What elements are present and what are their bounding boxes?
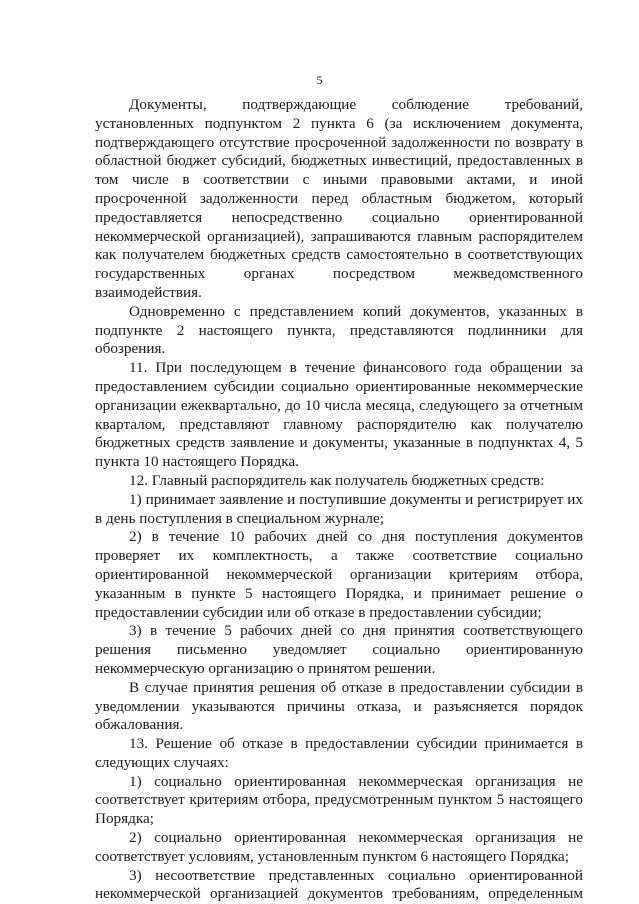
paragraph: 1) социально ориентированная некоммерческая организация не соответствует критериям отбора, предусмотренным пунктом 5 настоящего Порядка; <box>95 772 583 828</box>
document-body <box>95 96 583 904</box>
paragraph: 12. Главный распорядитель как получатель бюджетных средств: <box>129 471 545 489</box>
paragraph: 2) в течение 10 рабочих дней со дня поступления документов проверяет их комплектность, а также соответствие социально ориентированной некоммерческой организации критериям отбора, указанным в пункте 5 настоящего Порядка, и принимает решение о предоставлении субсидии или об отказе в предоставлении субсидии; <box>95 528 583 621</box>
paragraph: 2) социально ориентированная некоммерческая организация не соответствует условиям, установленным пунктом 6 настоящего Порядка; <box>95 829 583 865</box>
page-number: 5 <box>316 73 323 87</box>
paragraph: 11. При последующем в течение финансового года обращении за предоставлением субсидии социально ориентированные некоммерческие организации ежеквартально, до 10 числа месяца, следующего за отчетным кварталом, представляют главному распорядителю как получателю бюджетных средств заявление и документы, указанные в подпунктах 4, 5 пункта 10 настоящего Порядка. <box>95 359 583 471</box>
paragraph: 3) в течение 5 рабочих дней со дня принятия соответствующего решения письменно уведомляет социально ориентированную некоммерческую организацию о принятом решении. <box>95 622 583 677</box>
paragraph: 13. Решение об отказе в предоставлении субсидии принимается в следующих случаях: <box>95 735 583 771</box>
paragraph: 3) несоответствие представленных социально ориентированной некоммерческой организацией документов требованиям, определенным <box>95 866 583 903</box>
paragraph: 1) принимает заявление и поступившие документы и регистрирует их в день поступления в специальном журнале; <box>95 490 583 527</box>
paragraph: Одновременно с представлением копий документов, указанных в подпункте 2 настоящего пункта, представляются подлинники для обозрения. <box>95 302 583 358</box>
paragraph: В случае принятия решения об отказе в предоставлении субсидии в уведомлении указываются причины отказа, и разъясняется порядок обжалования. <box>95 678 583 734</box>
paragraph: Документы, подтверждающие соблюдение требований, установленных подпунктом 2 пункта 6 (за исключением документа, подтверждающего отсутствие просроченной задолженности по возврату в областной бюджет субсидий, бюджетных инвестиций, предоставленных в том числе в соответствии с иными правовыми актами, и иной просроченной задолженности перед областным бюджетом, который предоставляется непосредственно социально ориентированной некоммерческой организацией), запрашиваются главным распорядителем как получателем бюджетных средств самостоятельно в соответствующих государственных органах посредством межведомственного взаимодействия. <box>95 96 583 301</box>
